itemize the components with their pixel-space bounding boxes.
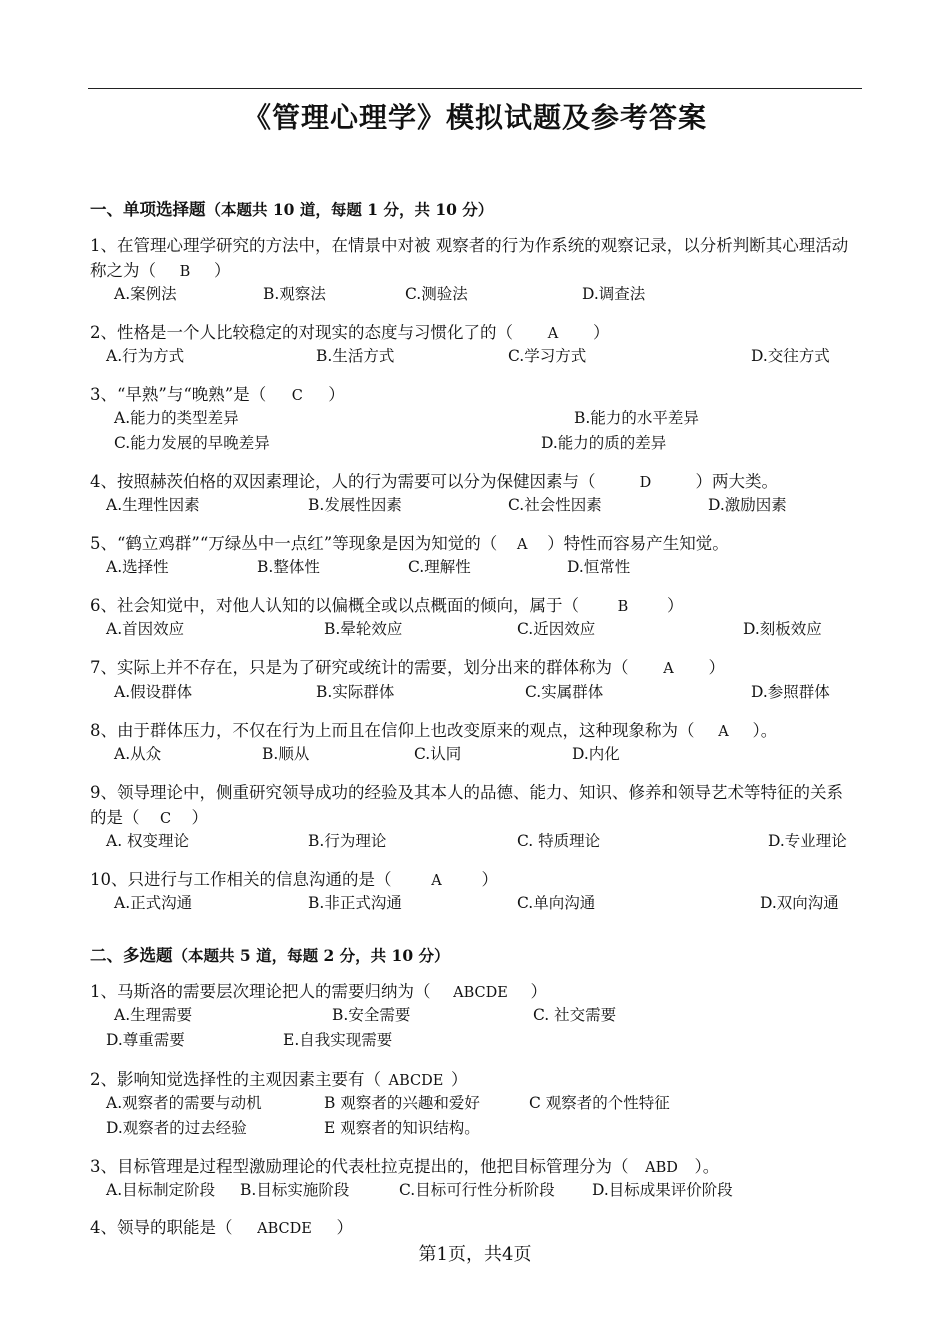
option-d: D.恒常性 [567, 558, 631, 576]
question-text: 4、领导的职能是（ [90, 1218, 233, 1237]
question-text-end: ）。 [752, 721, 778, 740]
section-title: 二、多选题 [90, 946, 173, 965]
option-b: B.生活方式 [316, 347, 395, 365]
multi-question-3 [90, 1153, 719, 1177]
page-footer: 第1页，共4页 [418, 1244, 532, 1265]
option-b: B.非正式沟通 [308, 894, 402, 912]
question-text: 10、只进行与工作相关的信息沟通的是（ [90, 870, 392, 889]
question-text-end: ）。 [694, 1157, 720, 1176]
question-text: 称之为（ [90, 261, 156, 280]
option-c: C.实属群体 [525, 683, 604, 701]
option-b: B.目标实施阶段 [240, 1181, 350, 1199]
option-d: D.内化 [572, 745, 620, 763]
question-5 [90, 530, 729, 554]
option-c: C.单向沟通 [517, 894, 596, 912]
section-heading-single-choice [90, 196, 493, 220]
answer: A [663, 661, 674, 677]
question-text-end: ） [593, 323, 610, 342]
question-text: 的是（ [90, 808, 140, 827]
option-b: B.观察法 [263, 285, 326, 303]
header-rule [88, 88, 862, 89]
option-a: A.目标制定阶段 [106, 1181, 216, 1199]
question-8 [90, 717, 777, 741]
option-b: B.能力的水平差异 [574, 409, 699, 427]
option-a: A.生理需要 [114, 1006, 193, 1024]
question-text-end: ） [451, 1070, 468, 1089]
answer: A [547, 326, 559, 342]
question-text-end: ）特性而容易产生知觉。 [547, 534, 729, 553]
question-text: 6、社会知觉中，对他人认知的以偏概全或以点概面的倾向，属于（ [90, 596, 579, 615]
answer: A [718, 724, 729, 740]
question-text-end: ） [708, 658, 725, 677]
option-d: D.观察者的过去经验 [106, 1119, 247, 1137]
question-text-end: ）两大类。 [695, 472, 778, 491]
question-text: 5、“鹤立鸡群”“万绿丛中一点红”等现象是因为知觉的（ [90, 534, 498, 553]
option-c: C. 社交需要 [533, 1006, 617, 1024]
option-e: E 观察者的知识结构。 [324, 1119, 480, 1137]
option-e: E.自我实现需要 [283, 1031, 393, 1049]
option-a: A.假设群体 [114, 683, 193, 701]
option-b: B.发展性因素 [308, 496, 402, 514]
option-a: A.生理性因素 [106, 496, 200, 514]
question-text-end: ） [336, 1218, 353, 1237]
option-b: B.顺从 [262, 745, 310, 763]
option-a: A.案例法 [114, 285, 177, 303]
answer: A [517, 537, 528, 553]
question-2 [90, 319, 610, 343]
option-d: D.能力的质的差异 [541, 434, 667, 452]
question-9-line-2 [90, 804, 208, 828]
option-b: B.整体性 [257, 558, 320, 576]
option-d: D.刻板效应 [743, 620, 822, 638]
option-a: A.正式沟通 [114, 894, 193, 912]
question-3 [90, 381, 345, 405]
option-c: C.学习方式 [508, 347, 587, 365]
option-b: B.实际群体 [316, 683, 395, 701]
option-c: C.近因效应 [517, 620, 596, 638]
option-b: B 观察者的兴趣和爱好 [324, 1094, 480, 1112]
question-text-end: ） [191, 808, 208, 827]
option-d: D.目标成果评价阶段 [592, 1181, 733, 1199]
answer: B [617, 599, 629, 615]
section-title: 一、单项选择题 [90, 200, 206, 219]
section-note: （本题共 10 道，每题 1 分，共 10 分） [205, 200, 494, 219]
answer: ABCDE [257, 1221, 312, 1237]
question-1-line-2 [90, 257, 231, 281]
option-c: C.认同 [414, 745, 462, 763]
option-d: D.专业理论 [768, 832, 847, 850]
question-4 [90, 468, 778, 492]
section-note: （本题共 5 道，每题 2 分，共 10 分） [172, 946, 450, 965]
option-d: D.双向沟通 [760, 894, 839, 912]
section-heading-multiple-choice [90, 942, 450, 966]
question-9-line-1: 9、领导理论中，侧重研究领导成功的经验及其本人的品德、能力、知识、修养和领导艺术等特征的关系 [90, 783, 843, 802]
question-text: 2、影响知觉选择性的主观因素主要有（ [90, 1070, 381, 1089]
option-c: C.理解性 [408, 558, 471, 576]
question-text-end: ） [214, 261, 231, 280]
option-d: D.激励因素 [708, 496, 787, 514]
option-a: A.能力的类型差异 [114, 409, 239, 427]
option-d: D.尊重需要 [106, 1031, 185, 1049]
page-title: 《管理心理学》模拟试题及参考答案 [242, 101, 707, 134]
option-c: C. 特质理论 [517, 832, 601, 850]
question-text: 4、按照赫茨伯格的双因素理论，人的行为需要可以分为保健因素与（ [90, 472, 596, 491]
answer: ABCDE [388, 1073, 444, 1089]
multi-question-2 [90, 1066, 468, 1090]
answer: D [639, 475, 652, 491]
question-6 [90, 592, 684, 616]
answer: B [179, 264, 191, 280]
question-text: 7、实际上并不存在，只是为了研究或统计的需要，划分出来的群体称为（ [90, 658, 629, 677]
answer: C [159, 811, 172, 827]
option-a: A. 权变理论 [106, 832, 190, 850]
answer: ABD [645, 1160, 678, 1176]
question-text-end: ） [530, 982, 547, 1001]
question-text-end: ） [481, 870, 498, 889]
question-10 [90, 866, 498, 890]
question-text: 3、目标管理是过程型激励理论的代表杜拉克提出的，他把目标管理分为（ [90, 1157, 629, 1176]
question-1-line-1: 1、在管理心理学研究的方法中，在情景中对被 观察者的行为作系统的观察记录，以分析判断其心理活动 [90, 236, 849, 255]
answer: A [431, 873, 442, 889]
question-7 [90, 654, 725, 678]
option-d: D.调查法 [582, 285, 646, 303]
question-text: 1、马斯洛的需要层次理论把人的需要归纳为（ [90, 982, 431, 1001]
option-a: A.从众 [114, 745, 162, 763]
answer: ABCDE [453, 985, 508, 1001]
option-c: C 观察者的个性特征 [529, 1094, 670, 1112]
question-text-end: ） [328, 385, 345, 404]
option-c: C.能力发展的早晚差异 [114, 434, 270, 452]
option-b: B.安全需要 [332, 1006, 411, 1024]
option-c: C.目标可行性分析阶段 [399, 1181, 555, 1199]
option-d: D.交往方式 [751, 347, 830, 365]
option-b: B.行为理论 [308, 832, 387, 850]
option-c: C.社会性因素 [508, 496, 602, 514]
option-a: A.选择性 [106, 558, 169, 576]
option-d: D.参照群体 [751, 683, 830, 701]
question-text: 8、由于群体压力，不仅在行为上而且在信仰上也改变原来的观点，这种现象称为（ [90, 721, 695, 740]
option-b: B.晕轮效应 [324, 620, 403, 638]
multi-question-1 [90, 978, 547, 1002]
question-text: 2、性格是一个人比较稳定的对现实的态度与习惯化了的（ [90, 323, 513, 342]
answer: C [291, 388, 303, 404]
question-text-end: ） [667, 596, 684, 615]
option-c: C.测验法 [405, 285, 468, 303]
option-a: A.行为方式 [106, 347, 185, 365]
option-a: A.首因效应 [106, 620, 185, 638]
option-a: A.观察者的需要与动机 [106, 1094, 262, 1112]
multi-question-4 [90, 1214, 353, 1238]
question-text: 3、“早熟”与“晚熟”是（ [90, 385, 267, 404]
